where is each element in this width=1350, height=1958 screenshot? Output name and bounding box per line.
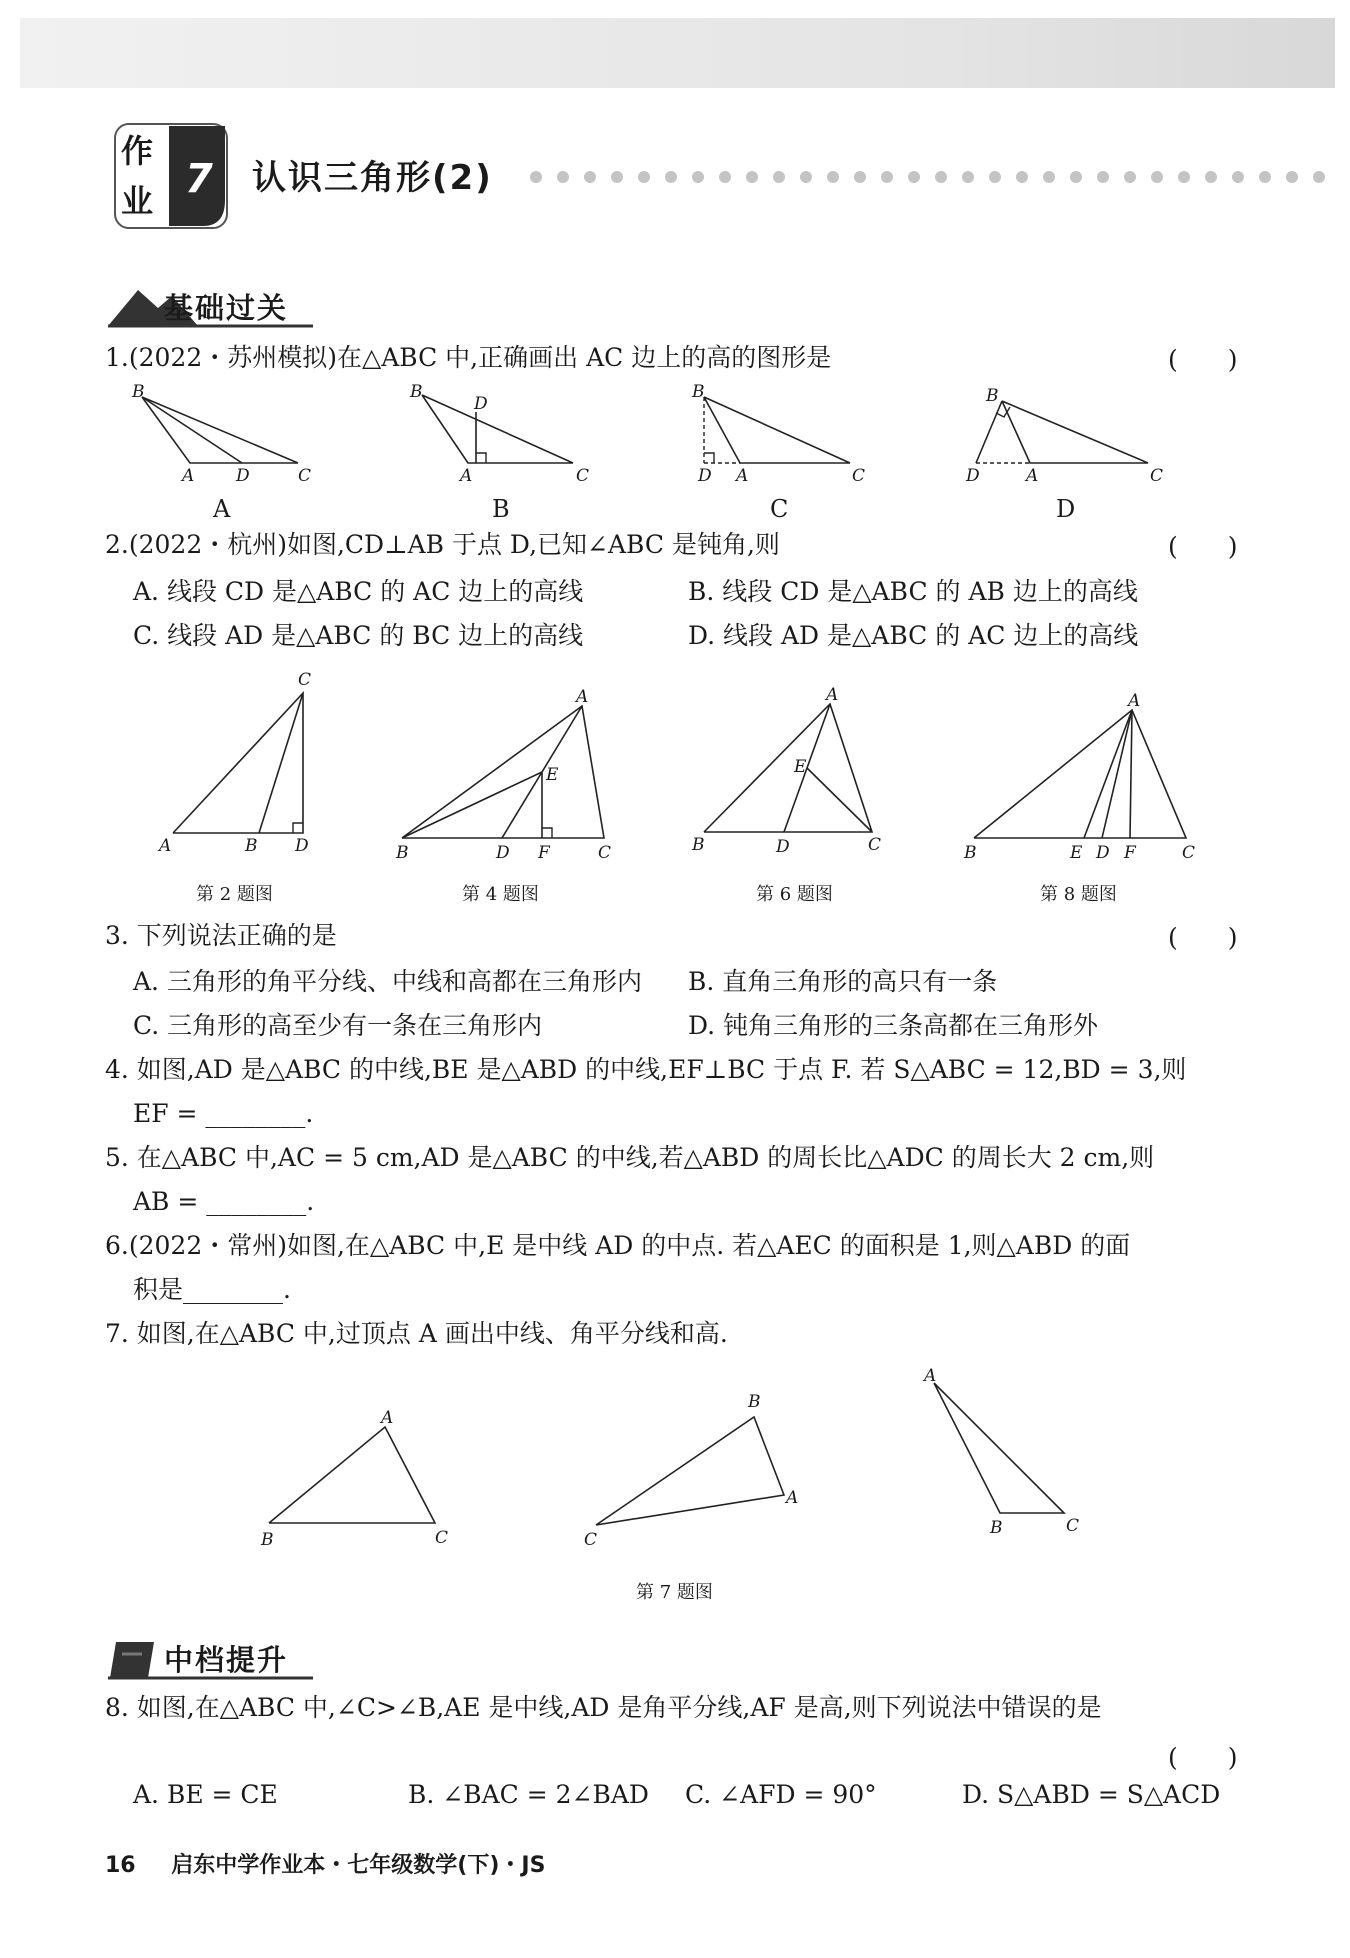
homework-badge xyxy=(113,120,231,232)
figure-q8 xyxy=(960,690,1200,865)
figure-q6 xyxy=(688,680,898,860)
svg-text:A: A xyxy=(1128,691,1141,711)
title-dot xyxy=(1124,171,1136,183)
figure-q7-triangle-3 xyxy=(920,1365,1100,1545)
svg-text:D: D xyxy=(236,466,250,486)
section-basic xyxy=(108,282,318,328)
title-dot xyxy=(962,171,974,183)
title-dot xyxy=(1097,171,1109,183)
q1-figure-c xyxy=(688,382,873,486)
svg-text:B: B xyxy=(396,843,409,863)
svg-text:E: E xyxy=(546,765,559,785)
title-dot xyxy=(881,171,893,183)
svg-text:A: A xyxy=(381,1408,394,1428)
book-title: 启东中学作业本・七年级数学(下)・JS xyxy=(171,1853,546,1878)
svg-text:B: B xyxy=(261,1530,274,1550)
q8-option-d: D. S△ABD = S△ACD xyxy=(962,1780,1221,1809)
badge-number: 7 xyxy=(185,156,213,202)
svg-text:C: C xyxy=(852,466,866,486)
title-dot xyxy=(665,171,677,183)
q8-option-a: A. BE = CE xyxy=(133,1780,278,1809)
q2-stem: 2.(2022・杭州)如图,CD⊥AB 于点 D,已知∠ABC 是钝角,则 xyxy=(105,530,780,559)
section-basic-label: 基础过关 xyxy=(164,291,289,325)
badge-char-ye: 业 xyxy=(121,182,154,220)
svg-text:A: A xyxy=(460,466,473,486)
svg-text:A: A xyxy=(826,685,839,705)
section-middle xyxy=(108,1634,318,1680)
svg-text:B: B xyxy=(748,1392,761,1412)
q3-answer-paren: ( ) xyxy=(1168,923,1238,952)
svg-text:D: D xyxy=(966,466,980,486)
caption-figure-q6: 第 6 题图 xyxy=(756,884,833,905)
svg-text:B: B xyxy=(692,835,705,855)
q8-answer-paren: ( ) xyxy=(1168,1743,1238,1772)
q3-option-a: A. 三角形的角平分线、中线和高都在三角形内 xyxy=(133,967,642,996)
q8-stem: 8. 如图,在△ABC 中,∠C>∠B,AE 是中线,AD 是角平分线,AF 是高,则下列说法中错误的是 xyxy=(105,1693,1102,1722)
q1-choice-d: D xyxy=(1056,495,1076,523)
svg-text:A: A xyxy=(159,836,172,856)
svg-text:C: C xyxy=(584,1530,598,1550)
svg-text:C: C xyxy=(298,670,312,690)
q1-answer-paren: ( ) xyxy=(1168,345,1238,374)
title-dot xyxy=(1016,171,1028,183)
title-dot xyxy=(557,171,569,183)
q2-option-a: A. 线段 CD 是△ABC 的 AC 边上的高线 xyxy=(133,577,584,606)
q2-option-b: B. 线段 CD 是△ABC 的 AB 边上的高线 xyxy=(688,577,1138,606)
q5-line2: AB = ________. xyxy=(133,1187,315,1216)
title-dot xyxy=(908,171,920,183)
svg-text:A: A xyxy=(1026,466,1039,486)
svg-text:C: C xyxy=(1066,1516,1080,1536)
q3-stem: 3. 下列说法正确的是 xyxy=(105,921,337,950)
figure-q7-triangle-1 xyxy=(255,1405,455,1555)
svg-text:D: D xyxy=(698,466,712,486)
title-dot xyxy=(1232,171,1244,183)
svg-text:C: C xyxy=(868,835,882,855)
title-dot xyxy=(827,171,839,183)
q2-answer-paren: ( ) xyxy=(1168,532,1238,561)
svg-text:F: F xyxy=(538,843,550,863)
caption-figure-q7: 第 7 题图 xyxy=(636,1582,713,1603)
title-dot xyxy=(1205,171,1217,183)
q2-option-d: D. 线段 AD 是△ABC 的 AC 边上的高线 xyxy=(688,621,1139,650)
figure-q2 xyxy=(155,665,320,860)
q1-figure-a xyxy=(130,382,315,486)
q7-stem: 7. 如图,在△ABC 中,过顶点 A 画出中线、角平分线和高. xyxy=(105,1319,728,1348)
title-dot xyxy=(1070,171,1082,183)
caption-figure-q2: 第 2 题图 xyxy=(196,884,273,905)
page-footer xyxy=(105,1848,545,1879)
svg-text:F: F xyxy=(1124,843,1136,863)
title-dot xyxy=(746,171,758,183)
svg-text:E: E xyxy=(794,757,807,777)
svg-text:B: B xyxy=(990,1518,1003,1538)
svg-text:B: B xyxy=(692,382,705,402)
title-dot xyxy=(584,171,596,183)
q6-line2: 积是________. xyxy=(133,1275,291,1304)
svg-text:D: D xyxy=(776,837,790,857)
q8-option-c: C. ∠AFD = 90° xyxy=(685,1780,877,1809)
title-dot xyxy=(1259,171,1271,183)
svg-text:B: B xyxy=(132,382,145,402)
svg-text:B: B xyxy=(964,843,977,863)
q4-line2: EF = ________. xyxy=(133,1099,314,1128)
svg-text:B: B xyxy=(245,836,258,856)
title-dots xyxy=(528,168,1333,186)
q1-choice-b: B xyxy=(492,495,510,523)
title-dot xyxy=(719,171,731,183)
page-number: 16 xyxy=(105,1853,136,1878)
svg-text:C: C xyxy=(576,466,590,486)
q6-line1: 6.(2022・常州)如图,在△ABC 中,E 是中线 AD 的中点. 若△AEC 的面积是 1,则△ABD 的面 xyxy=(105,1231,1131,1260)
title-dot xyxy=(1178,171,1190,183)
q5-line1: 5. 在△ABC 中,AC = 5 cm,AD 是△ABC 的中线,若△ABD 的周长比△ADC 的周长大 2 cm,则 xyxy=(105,1143,1155,1172)
title-dot xyxy=(800,171,812,183)
q1-figure-b xyxy=(408,382,593,486)
svg-text:B: B xyxy=(410,382,423,402)
badge-char-zuo: 作 xyxy=(121,132,154,170)
svg-text:C: C xyxy=(435,1528,449,1548)
q3-option-b: B. 直角三角形的高只有一条 xyxy=(688,967,998,996)
caption-figure-q8: 第 8 题图 xyxy=(1040,884,1117,905)
q1-choice-c: C xyxy=(770,495,789,523)
svg-text:A: A xyxy=(576,687,589,707)
svg-text:D: D xyxy=(496,843,510,863)
figure-q4 xyxy=(392,687,617,865)
q1-choice-a: A xyxy=(213,495,231,523)
caption-figure-q4: 第 4 题图 xyxy=(462,884,539,905)
scan-edge xyxy=(20,18,1335,88)
q1-stem: 1.(2022・苏州模拟)在△ABC 中,正确画出 AC 边上的高的图形是 xyxy=(105,343,832,372)
title-dot xyxy=(692,171,704,183)
svg-text:A: A xyxy=(736,466,749,486)
title-dot xyxy=(1286,171,1298,183)
title-dot xyxy=(611,171,623,183)
title-dot xyxy=(530,171,542,183)
svg-text:D: D xyxy=(1096,843,1110,863)
title-dot xyxy=(638,171,650,183)
svg-text:C: C xyxy=(298,466,312,486)
q2-option-c: C. 线段 AD 是△ABC 的 BC 边上的高线 xyxy=(133,621,584,650)
figure-q7-triangle-2 xyxy=(578,1385,808,1555)
title-dot xyxy=(935,171,947,183)
title-dot xyxy=(1313,171,1325,183)
title-dot xyxy=(1151,171,1163,183)
svg-text:A: A xyxy=(182,466,195,486)
svg-text:D: D xyxy=(474,394,488,414)
svg-text:C: C xyxy=(1150,466,1164,486)
svg-text:B: B xyxy=(986,386,999,406)
q4-line1: 4. 如图,AD 是△ABC 的中线,BE 是△ABD 的中线,EF⊥BC 于点 F. 若 S△ABC = 12,BD = 3,则 xyxy=(105,1055,1187,1084)
q3-option-d: D. 钝角三角形的三条高都在三角形外 xyxy=(688,1011,1099,1040)
q1-figure-d xyxy=(960,385,1164,486)
svg-text:C: C xyxy=(598,843,612,863)
page-title: 认识三角形(2) xyxy=(252,158,493,198)
svg-text:C: C xyxy=(1182,843,1196,863)
svg-text:A: A xyxy=(786,1488,799,1508)
section-middle-label: 中档提升 xyxy=(164,1643,289,1677)
svg-text:E: E xyxy=(1070,843,1083,863)
title-dot xyxy=(1043,171,1055,183)
svg-text:D: D xyxy=(295,836,309,856)
title-dot xyxy=(773,171,785,183)
title-dot xyxy=(989,171,1001,183)
q8-option-b: B. ∠BAC = 2∠BAD xyxy=(408,1780,649,1809)
svg-text:A: A xyxy=(924,1366,937,1386)
title-dot xyxy=(854,171,866,183)
q3-option-c: C. 三角形的高至少有一条在三角形内 xyxy=(133,1011,543,1040)
